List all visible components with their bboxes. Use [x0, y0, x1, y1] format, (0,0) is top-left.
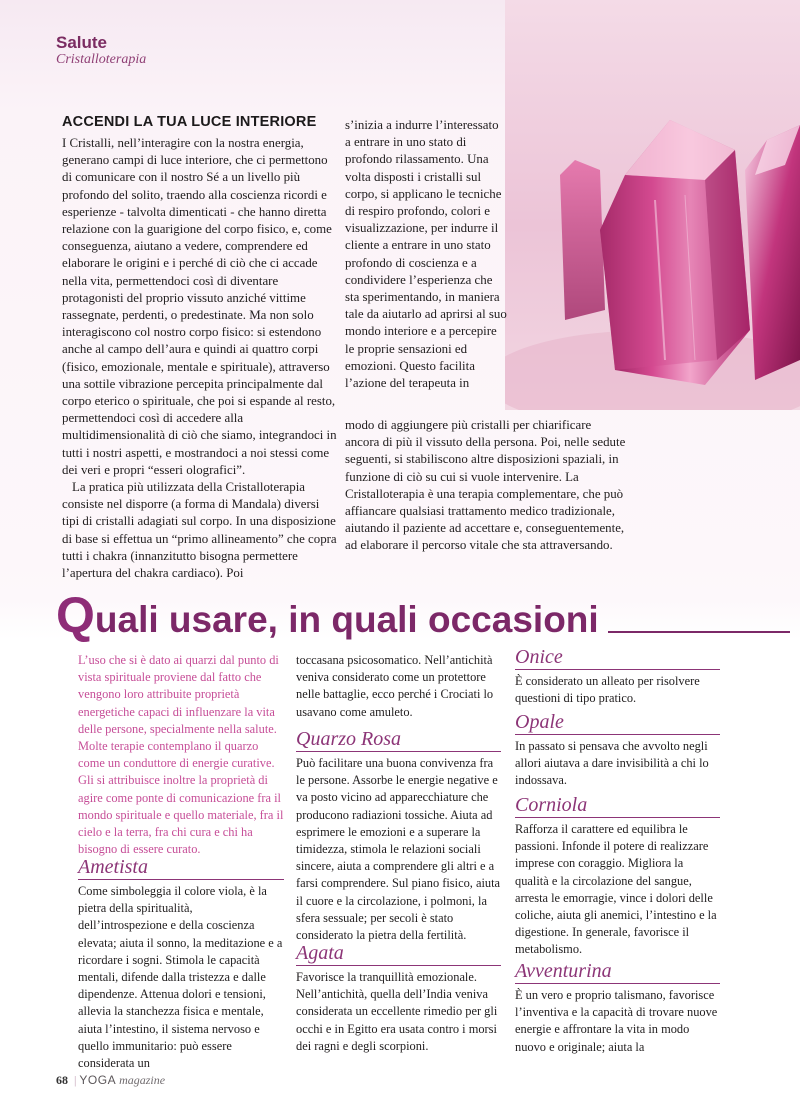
stone-rule	[296, 965, 501, 966]
stone-description: Può facilitare una buona convivenza fra le persone. Assorbe le energie negative e va posto vicino ad apparecchiature che producono radiazioni tossiche. Aiuta ad esprimere le emozioni e a superare la timidezza, stimola le relazioni sociali sincere, aiuta a comprendere gli altri e a farsi comprendere. Sul piano fisico, aiuta il cuore e la circolazione, i polmoni, la sfera sessuale; per secoli è stato considerato la pietra della fertilità.	[296, 756, 501, 943]
stone-name: Corniola	[515, 794, 588, 816]
article-column-right-top	[345, 117, 507, 392]
stone-entry-onice	[515, 646, 720, 707]
magazine-brand: YOGA	[79, 1073, 117, 1087]
article-paragraph: I Cristalli, nell’interagire con la nostra energia, generano campi di luce interiore, che ci permettono di comunicare con il nostro Sé a un livello più profondo del solito, traendo alla coscienza ricordi e esperienze - talvolta dimenticati - che hanno diretta relazione con la guarigione del corpo fisico, e, come conseguenza, aiutano a vedere, comprendere ed elaborare le origini e i perché di ciò che ci accade nella vita, permettendoci così di diventare protagonisti del proprio vissuto anziché vittime rassegnate, perdenti, o predestinate. Ma non solo interagiscono col nostro corpo fisico: si estendono anche al campo dell’aura e quindi ai quattro corpi (fisico, emozionale, mentale e spirituale), attraverso una sottile vibrazione percepita principalmente dal corpo eterico o spirituale, che poi si espande al resto, permettendoci così di accedere alla multidimensionalità di ciò che siamo, integrandoci in tutti i nostri aspetti, e mostrandoci a noi stessi come dei veri e propri “esseri olografici”.	[62, 136, 337, 477]
stone-description: Rafforza il carattere ed equilibra le passioni. Infonde il potere di realizzare imprese con coraggio. Migliora la qualità e la circolazione del sangue, arresta le emorragie, vince i dolori delle coliche, aiuta gli anemici, l’intestino e la digestione. In generale, favorisce il metabolismo.	[515, 822, 717, 957]
article-paragraph: s’inizia a indurre l’interessato a entrare in uno stato di profondo rilassamento. Una volta disposti i cristalli sul corpo, si applicano le tecniche di respiro profondo, colori e visualizzazione, per indurre il cliente a entrare in uno stato profondo di coscienza e a condividere l’esperienza che sta sperimentando, in maniera tale da aiutarlo ad aprirsi al suo mondo interiore e a percepire le proprie sensazioni ed emozioni. Questo facilita l’azione del terapeuta in	[345, 118, 507, 391]
section-heading	[56, 586, 599, 644]
article-paragraph: La pratica più utilizzata della Cristalloterapia consiste nel disporre (a forma di Mandala) diversi tipi di cristalli adagiati sul corpo. In una disposizione di base si effettua un “primo allineamento” che copra tutti i chakra (innanzitutto bisogna permettere l’apertura del chakra cardiaco). Poi	[62, 480, 337, 581]
article-column-right-bottom	[345, 417, 627, 555]
stone-name: Quarzo Rosa	[296, 728, 402, 750]
stone-description: È un vero e proprio talismano, favorisce l’inventiva e la capacità di trovare nuove energie e affrontare la vita in modo nuovo e originale; aiuta la	[515, 988, 718, 1054]
section-heading-initial: Q	[56, 587, 95, 643]
ametista-continuation: toccasana psicosomatico. Nell’antichità veniva considerato come un protettore nelle battaglie, ecco perché i Crociati lo usavano come amuleto.	[296, 653, 494, 719]
stone-entry-quarzo-rosa	[296, 728, 501, 944]
stone-name: Ametista	[78, 856, 148, 878]
stone-entry-corniola	[515, 794, 720, 959]
stone-entry-opale	[515, 711, 720, 790]
stone-description: Come simboleggia il colore viola, è la pietra della spiritualità, dell’introspezione e della coscienza elevata; aiuta il sonno, la meditazione e a ricordare i sogni. Stimola le capacità mentali, difende dalla tristezza e dalle dipendenze. Attenua dolori e tensioni, allevia la stanchezza fisica e mentale, aiuta l’intestino, il sistema nervoso e quello immunitario: può essere considerata un	[78, 884, 283, 1071]
stone-rule	[515, 983, 720, 984]
stone-rule	[515, 669, 720, 670]
stone-description: È considerato un alleato per risolvere questioni di tipo pratico.	[515, 674, 700, 706]
stone-description: In passato si pensava che avvolto negli allori aiutava a dare invisibilità a chi lo indossava.	[515, 739, 709, 788]
stone-rule	[296, 751, 501, 752]
stone-name: Onice	[515, 646, 563, 668]
stone-name: Opale	[515, 711, 564, 733]
article-heading: ACCENDI LA TUA LUCE INTERIORE	[62, 114, 317, 130]
heading-rule	[608, 631, 790, 633]
article-column-left	[62, 135, 337, 582]
page-number: 68	[56, 1073, 68, 1087]
stone-entry-avventurina	[515, 960, 720, 1056]
stone-description: Favorisce la tranquillità emozionale. Nell’antichità, quella dell’India veniva considerata un eccellente rimedio per gli occhi e in Egitto era usata contro i morsi dei ragni e degli scorpioni.	[296, 970, 498, 1053]
stone-rule	[515, 817, 720, 818]
stone-rule	[515, 734, 720, 735]
section-header	[56, 34, 146, 68]
stone-name: Agata	[296, 942, 344, 964]
intro-paragraph: L’uso che si è dato ai quarzi dal punto di vista spirituale proviene dal fatto che vengono loro attribuite proprietà energetiche capaci di influenzare la vita delle persone, specialmente nella salute. Molte terapie contemplano il quarzo come un conduttore di energie curative. Gli si attribuisce inoltre la proprietà di agire come ponte di comunicazione fra il mondo spirituale e quello materiale, fra il cielo e la terra, fra chi cura e chi ha bisogno di essere curato.	[78, 653, 284, 857]
section-title: Salute	[56, 33, 108, 52]
article-paragraph: modo di aggiungere più cristalli per chiarificare ancora di più il vissuto della persona. Poi, nelle sedute seguenti, si stabiliscono altre disposizioni spaziali, in funzione di ciò su cui si vuole intervenire. La Cristalloterapia è una terapia complementare, che può affiancare qualsiasi trattamento medico tradizionale, aiutando il paziente ad accettare e, conseguentemente, ad elaborare il percorso vitale che sta attraversando.	[345, 418, 626, 553]
stone-rule	[78, 879, 284, 880]
stone-name: Avventurina	[515, 960, 612, 982]
section-heading-text: uali usare, in quali occasioni	[94, 599, 599, 640]
stone-entry-ametista	[78, 856, 284, 1072]
section-subtitle: Cristalloterapia	[56, 52, 147, 67]
footer-separator: |	[74, 1073, 77, 1087]
page-footer	[56, 1073, 165, 1088]
crystal-photo	[505, 0, 800, 410]
stone-entry-agata	[296, 942, 501, 1055]
magazine-label: magazine	[119, 1073, 166, 1087]
